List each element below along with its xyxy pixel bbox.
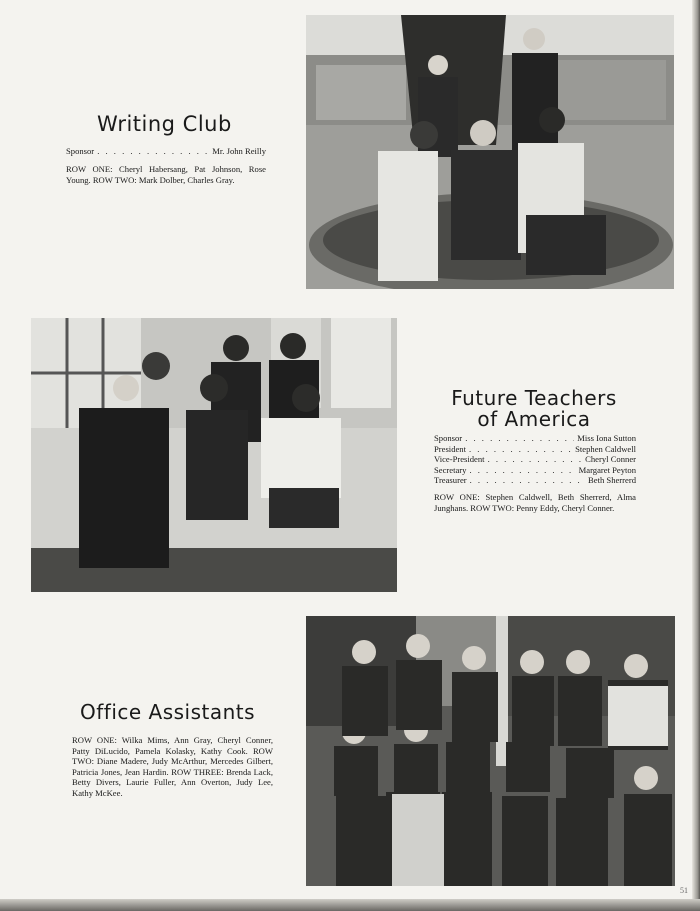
officer-role: President xyxy=(434,443,466,454)
officer-role: Vice-President xyxy=(434,454,485,465)
writing-club-title: Writing Club xyxy=(97,112,232,136)
future-teachers-members: ROW ONE: Stephen Caldwell, Beth Sherrerd, Alma Junghans. ROW TWO: Penny Eddy, Cheryl Conner. xyxy=(434,492,636,513)
leader-dots xyxy=(469,465,575,476)
leader-dots xyxy=(465,433,574,444)
writing-club-members: ROW ONE: Cheryl Habersang, Pat Johnson, Rose Young. ROW TWO: Mark Dolber, Charles Gray. xyxy=(66,164,266,185)
officer-name: Mr. John Reilly xyxy=(212,146,266,156)
future-teachers-title-line1: Future Teachers xyxy=(451,386,617,410)
officer-row xyxy=(434,475,636,486)
officer-name: Miss Iona Sutton xyxy=(577,433,636,443)
officer-role: Secretary xyxy=(434,464,467,475)
writing-club-officers xyxy=(66,146,266,157)
officer-name: Margaret Peyton xyxy=(578,464,636,475)
officer-row xyxy=(434,454,636,465)
future-teachers-title xyxy=(434,388,634,430)
page-number: 51 xyxy=(680,886,688,895)
page-bottom-shadow xyxy=(0,899,700,911)
future-teachers-photo xyxy=(31,318,397,592)
leader-dots xyxy=(488,454,583,465)
officer-name: Stephen Caldwell xyxy=(575,443,636,454)
future-teachers-title-line2: of America xyxy=(477,407,591,431)
office-assistants-members: ROW ONE: Wilka Mims, Ann Gray, Cheryl Conner, Patty DiLucido, Pamela Kolasky, Kathy Cook. ROW TWO: Diane Madere, Judy McArthur, Mercedes Gilbert, Patricia Jones, Jean Hardin. ROW THREE: Brenda Lack, Betty Divers, Laurie Fuller, Ann Overton, Judy Lee, Kathy McKee. xyxy=(72,735,273,798)
leader-dots xyxy=(469,444,572,455)
leader-dots xyxy=(470,475,585,486)
officer-row xyxy=(434,465,636,476)
page-edge-shadow xyxy=(692,0,700,911)
leader-dots xyxy=(97,146,209,157)
officer-role: Treasurer xyxy=(434,475,467,486)
officer-row xyxy=(66,146,266,157)
office-assistants-title: Office Assistants xyxy=(80,700,256,724)
officer-name: Cheryl Conner xyxy=(585,454,636,465)
office-assistants-photo xyxy=(306,616,675,886)
future-teachers-officers xyxy=(434,433,636,486)
officer-row xyxy=(434,433,636,444)
officer-row xyxy=(434,444,636,455)
officer-name: Beth Sherrerd xyxy=(588,475,636,486)
officer-role: Sponsor xyxy=(66,146,95,156)
officer-role: Sponsor xyxy=(434,433,463,443)
writing-club-photo xyxy=(306,15,674,289)
